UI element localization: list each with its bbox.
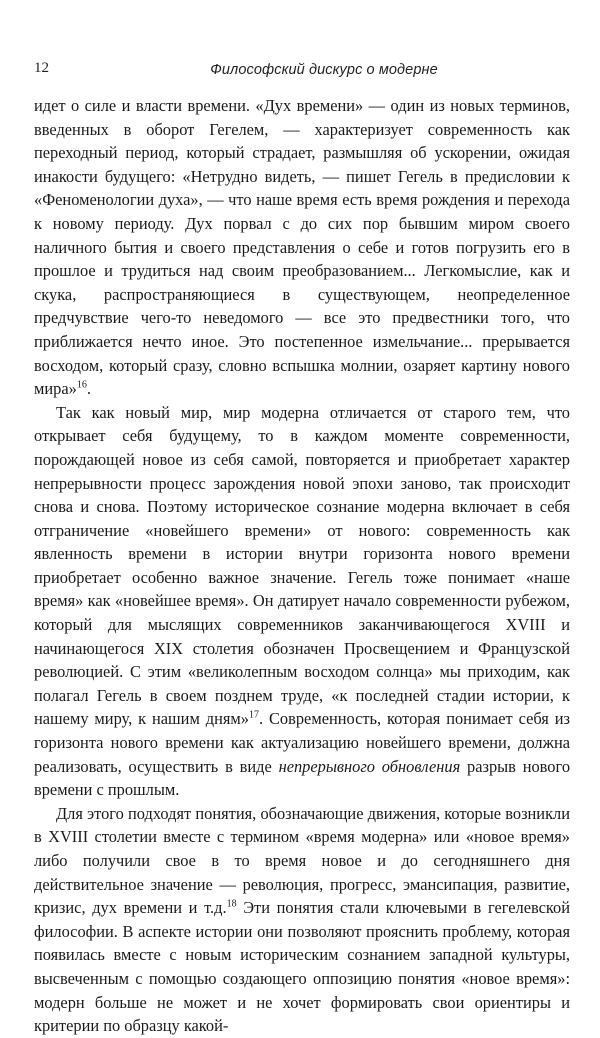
paragraph-3-text-b: Эти понятия стали ключевыми в гегелевской философии. В аспекте истории они позволяют прояснить проблему, которая появилась вместе с новым историческим сознанием западной культуры, высвеченным с помощью создающего оппозицию понятия «новое время»: модерн больше не может и не хочет формировать свои ориентиры и критерии по образцу какой- <box>34 898 570 1036</box>
running-title: Философский дискурс о модерне <box>210 62 438 78</box>
paragraph-3-text-a: Для этого подходят понятия, обозначающие движения, которые возникли в XVIII столетии вместе с термином «время модерна» или «новое время» либо получили свое в то время новое и до сегодняшнего дня действительное значение — революция, прогресс, эмансипация, развитие, кризис, дух времени и т.д. <box>34 803 570 918</box>
paragraph-2-text-a: Так как новый мир, мир модерна отличается от старого тем, что открывает себя будущему, то в каждом моменте современности, порождающей новое из себя самой, повторяется и приобретает характер непрерывности процесс зарождения новой эпохи заново, так происходит снова и снова. Поэтому историческое сознание модерна включает в себя отграничение «новейшего времени» от нового: современность как явленность времени в истории внутри горизонта нового времени приобретает особенно важное значение. Гегель тоже понимает «наше время» как «новейшее время». Он датирует начало современности рубежом, который для мыслящих современников заканчивающегося XVIII и начинающегося XIX столетия обозначен Просвещением и Французской революцией. С этим «великолепным восходом солнца» мы приходим, как полагал Гегель в своем позднем труде, «к последней стадии истории, к нашему миру, к нашим дням» <box>34 402 570 729</box>
paragraph-1: идет о силе и власти времени. «Дух времени» — один из новых терминов, введенных в оборот Гегелем, — характеризует современность как переходный период, который страдает, размышляя об ускорении, ожидая инакости будущего: «Нетрудно видеть, — пишет Гегель в предисловии к «Феноменологии духа», — что наше время есть время рождения и перехода к новому периоду. Дух порвал с до сих пор бывшим миром своего наличного бытия и своего представления о себе и готов погрузить его в прошлое и трудиться над своим преобразованием... Легкомыслие, как и скука, распространяющиеся в существующем, неопределенное предчувствие чего-то неведомого — все это предвестники того, что приближается нечто иное. Это постепенное измельчание... прерывается восходом, который сразу, словно вспышка молнии, озаряет картину нового мира»$^{16}$. <box>34 96 570 399</box>
paragraph-2: Так как новый мир, мир модерна отличается от старого тем, что открывает себя будущему, то в каждом моменте современности, порождающей новое из себя самой, повторяется и приобретает характер непрерывности процесс зарождения новой эпохи заново, так происходит снова и снова. Поэтому историческое сознание модерна включает в себя отграничение «новейшего времени» от нового: современность как явленность времени в истории внутри горизонта нового времени приобретает особенно важное значение. Гегель тоже понимает «наше время» как «новейшее время». Он датирует начало современности рубежом, который для мыслящих современников заканчивающегося XVIII и начинающегося XIX столетия обозначен Просвещением и Французской революцией. С этим «великолепным восходом солнца» мы приходим, как полагал Гегель в своем позднем труде, «к последней стадии истории, к нашему миру, к нашим дням»$^{17}$. Современность, которая понимает себя из горизонта нового времени как актуализацию новейшего времени, должна реализовать, осуществить в виде непрерывного обновления разрыв нового времени с прошлым. <box>34 402 571 800</box>
page-number: 12 <box>34 60 49 76</box>
paragraph-2-text-b: Современность, которая понимает себя из горизонта нового времени как актуализацию новейшего времени, должна реализовать, осуществить в виде <box>34 709 570 776</box>
paragraph-3 <box>34 802 570 1038</box>
footnote-ref-18: 18 <box>226 898 237 910</box>
paragraph-2-text-c: разрыв нового времени с прошлым. <box>34 756 571 800</box>
page-header <box>34 60 574 84</box>
paragraph-1-text: идет о силе и власти времени. «Дух времени» — один из новых терминов, введенных в оборот Гегелем, — характеризует современность как переходный период, который страдает, размышляя об ускорении, ожидая инакости будущего: «Нетрудно видеть, — пишет Гегель в предисловии к «Феноменологии духа», — что наше время есть время рождения и перехода к новому периоду. Дух порвал с до сих пор бывшим миром своего наличного бытия и своего представления о себе и готов погрузить его в прошлое и трудиться над своим преобразованием... Легкомыслие, как и скука, распространяющиеся в существующем, неопределенное предчувствие чего-то неведомого — все это предвестники того, что приближается нечто иное. Это постепенное измельчание... прерывается восходом, который сразу, словно вспышка молнии, озаряет картину нового мира» <box>34 96 570 399</box>
footnote-ref-17: 17 <box>248 709 259 721</box>
emphasis-text: непрерывного обновления <box>278 756 461 776</box>
footnote-ref-16: 16 <box>76 379 87 391</box>
body-text <box>34 94 570 1038</box>
